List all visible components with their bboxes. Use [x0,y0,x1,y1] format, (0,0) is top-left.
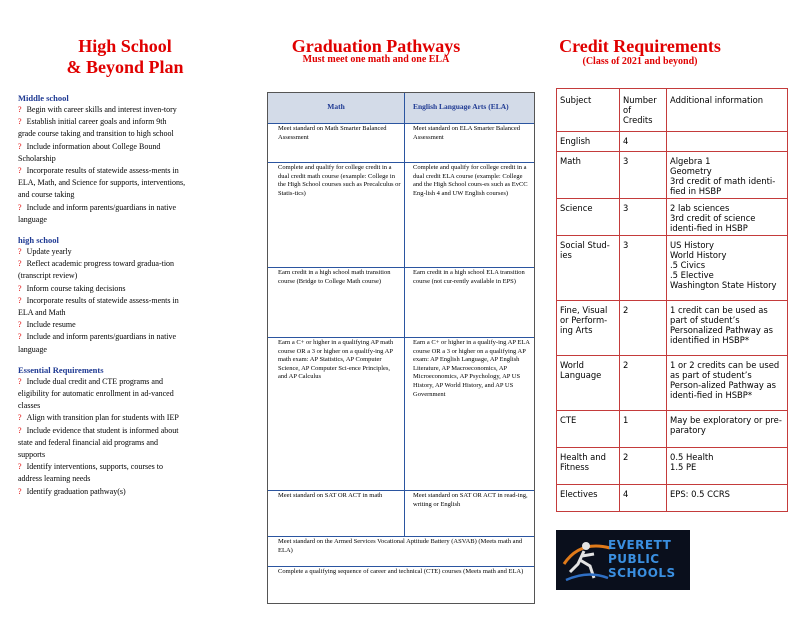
list-item-text: Include and inform parents/guardians in native language [18,332,177,354]
credit-credits-cell: 2 [620,356,667,411]
credit-info-cell: US History World History .5 Civics .5 Elective Washington State History [667,236,788,301]
pathway-ela-cell: Earn credit in a high school ELA transition course (not cur-rently available in EPS) [413,269,525,285]
credit-credits-cell: 1 [620,411,667,448]
credit-subject-cell: Health and Fitness [557,448,620,485]
pathway-math-cell: Meet standard on Math Smarter Balanced Assessment [268,123,405,162]
list-item-text: Include resume [26,320,76,330]
credit-credits-cell: 4 [620,132,667,152]
list-item-text: Inform course taking decisions [26,283,126,293]
list-item [18,202,186,226]
hsbp-title-line1: High School [78,36,172,56]
credit-subtitle: (Class of 2021 and beyond) [582,56,698,67]
list-item-text: Include evidence that student is informed about state and federal financial aid programs and supports [18,425,179,460]
list-item [18,376,186,413]
bullet-icon: ? [18,283,22,293]
list-item-text: Establish initial career goals and inform 9th grade course taking and transition to high school [18,117,174,139]
credit-credits-cell: 2 [620,301,667,356]
credit-subject-cell: Science [557,199,620,236]
pathway-math-cell: Complete and qualify for college credit in a dual credit math course (example: College in the High School courses such as Precalculus or Statis-tics) [268,162,405,267]
bullet-icon: ? [18,117,22,127]
bullet-icon: ? [18,247,22,257]
hsbp-title-line2: & Beyond Plan [66,57,184,77]
credit-info-cell: 1 credit can be used as part of student’s Personalized Pathway as identified in HSBP* [667,301,788,356]
pathway-row [268,162,534,268]
list-item [18,283,186,295]
bullet-icon: ? [18,320,22,330]
credit-row [557,356,788,411]
pathways-table [267,92,535,604]
list-item [18,141,186,165]
bullet-icon: ? [18,332,22,342]
credit-subject-cell: World Language [557,356,620,411]
credit-info-cell: 1 or 2 credits can be used as part of student’s Person-alized Pathway as identi-fied in HSBP* [667,356,788,411]
credit-credits-cell: 3 [620,199,667,236]
list-item [18,246,186,258]
bullet-icon: ? [18,202,22,212]
header-math: Math [268,93,405,123]
credit-subject-cell: Fine, Visual or Perform-ing Arts [557,301,620,356]
pathway-row [268,267,534,338]
pathway-ela-cell: Meet standard on ELA Smarter Balanced Assessment [413,125,521,141]
credit-credits-cell: 3 [620,152,667,199]
list-item-text: Identify graduation pathway(s) [26,486,126,496]
list-item-text: Begin with career skills and interest inven-tory [26,105,177,114]
pathway-row-cte [268,566,534,603]
list-item [18,295,186,319]
credit-row [557,411,788,448]
pathways-title: Graduation Pathways [291,36,461,56]
credit-info-cell: Algebra 1 Geometry 3rd credit of math identi-fied in HSBP [667,152,788,199]
bullet-icon: ? [18,105,22,114]
bullet-icon: ? [18,259,22,269]
credit-row [557,236,788,301]
list-item-text: Include information about College Bound Scholarship [18,141,161,163]
pathway-row [268,337,534,491]
list-item-text: Reflect academic progress toward gradua-tion (transcript review) [18,259,175,281]
list-item [18,258,186,282]
credit-info-cell: May be exploratory or pre-paratory [667,411,788,448]
credit-row [557,301,788,356]
bullet-icon: ? [18,425,22,435]
section-heading: Essential Requirements [18,364,104,375]
credit-row [557,152,788,199]
credit-row [557,132,788,152]
hsbp-section [18,235,186,356]
bullet-icon: ? [18,462,22,472]
credit-info-cell [667,132,788,152]
credit-title: Credit Requirements [559,36,721,56]
bullet-icon: ? [18,376,22,386]
list-item [18,104,186,116]
list-item-text: Incorporate results of statewide assess-ments in ELA and Math [18,295,179,318]
list-item [18,461,186,485]
district-logo [556,530,690,590]
section-heading: high school [18,235,59,246]
list-item [18,425,186,462]
credit-table [556,88,788,512]
header-credits: Number of Credits [620,89,667,132]
list-item [18,412,186,424]
credit-credits-cell: 2 [620,448,667,485]
bullet-icon: ? [18,413,22,423]
pathway-ela-cell: Meet standard on SAT OR ACT in read-ing, writing or English [413,492,528,508]
credit-header-row [557,89,788,132]
bullet-icon: ? [18,295,22,305]
list-item-text: Include and inform parents/guardians in native language [18,202,177,224]
pathway-row-asvab [268,536,534,567]
section-heading: Middle school [18,93,69,103]
list-item-text: Update yearly [26,247,72,257]
credit-subject-cell: CTE [557,411,620,448]
logo-text: EVERETT PUBLIC SCHOOLS [608,538,676,580]
pathway-row [268,490,534,537]
list-item [18,116,186,140]
header-ela: English Language Arts (ELA) [413,102,509,111]
credit-info-cell: 0.5 Health 1.5 PE [667,448,788,485]
pathway-math-cell: Earn a C+ or higher in a qualifying AP math course OR a 3 or higher on a qualify-ing AP math exam: AP Statistics, AP Computer Science, AP Computer Sci-ence Principles, and AP Calculus [268,337,405,490]
credit-row [557,448,788,485]
credit-subject-cell: Math [557,152,620,199]
list-item [18,319,186,331]
list-item-text: Identify interventions, supports, courses to address learning needs [18,462,163,484]
list-item [18,331,186,355]
hsbp-section [18,365,186,498]
pathway-math-cell: Meet standard on SAT OR ACT in math [268,490,405,536]
pathways-header-row [268,93,534,124]
pathway-math-cell: Earn credit in a high school math transition course (Bridge to College Math course) [268,267,405,337]
pathway-asvab-cell: Meet standard on the Armed Services Vocational Aptitude Battery (ASVAB) (Meets math and ELA) [278,538,523,554]
header-subject: Subject [557,89,620,132]
bullet-icon: ? [18,141,22,151]
credit-row [557,485,788,512]
credit-subject-cell: Social Stud-ies [557,236,620,301]
list-item [18,486,186,498]
credit-info-cell: 2 lab sciences 3rd credit of science identi-fied in HSBP [667,199,788,236]
bullet-icon: ? [18,486,22,496]
credit-subject-cell: Electives [557,485,620,512]
credit-row [557,199,788,236]
pathway-cte-cell: Complete a qualifying sequence of career and technical (CTE) courses (Meets math and ELA) [278,568,524,575]
header-info: Additional information [667,89,788,132]
credit-info-cell: EPS: 0.5 CCRS [667,485,788,512]
pathway-row [268,123,534,163]
credit-credits-cell: 3 [620,236,667,301]
pathway-ela-cell: Earn a C+ or higher in a qualify-ing AP ELA course OR a 3 or higher on a qualifying AP exam: AP English Language, AP English Literature, AP Macroeconomics, AP Microeconomics, AP Psychology, AP US History, AP World History, and AP US Government [413,339,530,398]
list-item [18,165,186,202]
list-item-text: Include dual credit and CTE programs and eligibility for automatic enrollment in ad-vanced classes [18,376,174,411]
hsbp-title [40,36,210,78]
list-item-text: Incorporate results of statewide assess-ments in ELA, Math, and Science for supports, interventions, and course taking [18,166,186,200]
bullet-icon: ? [18,166,22,176]
credit-credits-cell: 4 [620,485,667,512]
credit-subject-cell: English [557,132,620,152]
pathway-ela-cell: Complete and qualify for college credit in a dual credit ELA course (example: College and the High School cours-es such as EvCC Eng-lish 4 and UW English courses) [413,164,528,197]
hsbp-section [18,93,186,226]
list-item-text: Align with transition plan for students with IEP [26,413,179,423]
pathways-subtitle: Must meet one math and one ELA [302,54,450,65]
hsbp-sections [18,93,186,507]
